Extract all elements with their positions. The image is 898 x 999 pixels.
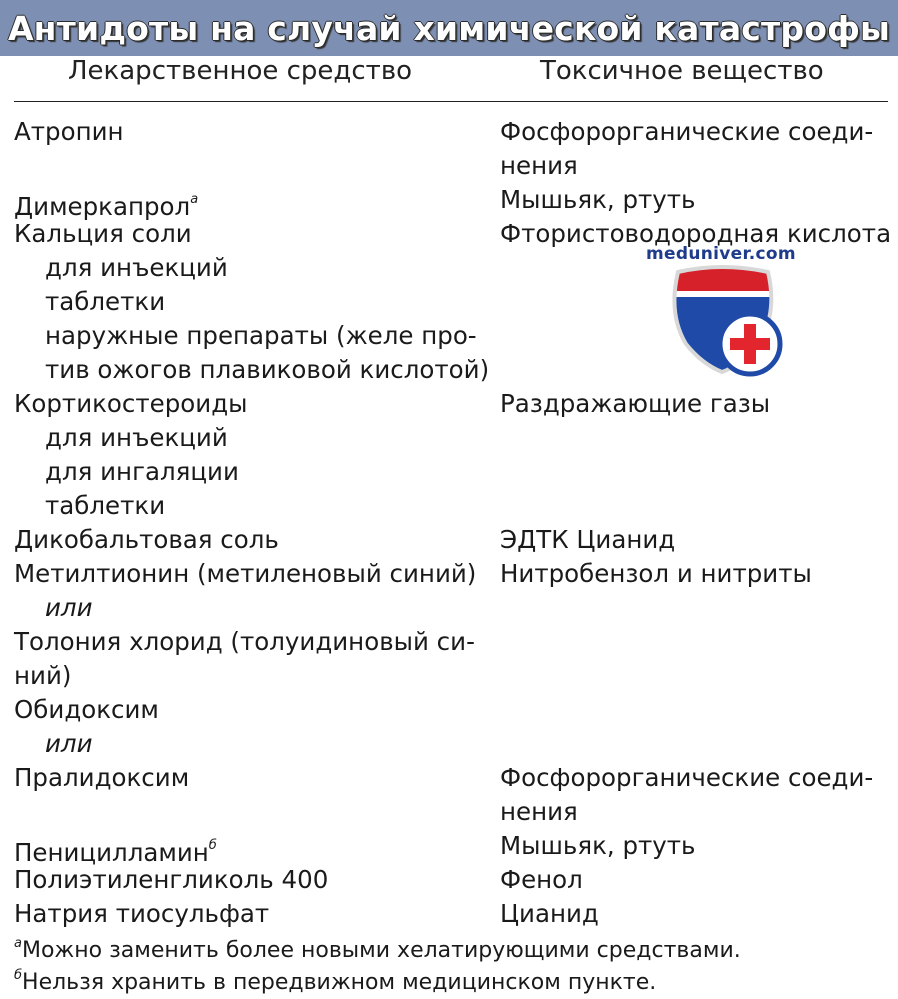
or-separator [45, 727, 93, 761]
footnote [14, 960, 656, 999]
drug-name: Полиэтиленгликоль 400 [14, 865, 329, 894]
toxin-name: Мышьяк, ртуть [500, 831, 696, 860]
drug-form: для инъекций [45, 253, 228, 282]
toxin-name: Фосфорорганические соеди- [500, 117, 874, 146]
watermark-text: meduniver.com [646, 244, 796, 264]
drug-form: тив ожогов плавиковой кислотой) [45, 355, 490, 384]
toxin-name: нения [500, 151, 578, 180]
footnote-mark: б [14, 968, 23, 983]
title-bar [0, 0, 898, 56]
toxin-name: Мышьяк, ртуть [500, 185, 696, 214]
or-text: или [45, 593, 93, 622]
page-title: Антидоты на случай химической катастрофы [7, 8, 891, 48]
drug-name: Пралидоксим [14, 763, 190, 792]
toxin-name: нения [500, 797, 578, 826]
drug-form: наружные препараты (желе про- [45, 321, 477, 350]
drug-name: ний) [14, 661, 72, 690]
drug-form: таблетки [45, 491, 166, 520]
footnote-mark: а [14, 936, 22, 951]
toxin-name: Раздражающие газы [500, 389, 771, 418]
drug-name: Димеркапрол [14, 192, 191, 221]
or-text: или [45, 729, 93, 758]
drug-name: Кортикостероиды [14, 389, 248, 418]
drug-name-row [14, 183, 199, 221]
header-divider [14, 101, 888, 102]
toxin-name: Фенол [500, 865, 583, 894]
toxin-name: Цианид [500, 899, 599, 928]
footnote-mark: а [190, 192, 199, 207]
or-separator [45, 591, 93, 625]
drug-name: Дикобальтовая соль [14, 525, 279, 554]
drug-name: Толония хлорид (толуидиновый си- [14, 627, 475, 656]
toxin-name: Нитробензол и нитриты [500, 559, 812, 588]
drug-name: Кальция соли [14, 219, 192, 248]
drug-form: таблетки [45, 287, 166, 316]
watermark-logo [640, 244, 810, 384]
toxin-name: Фосфорорганические соеди- [500, 763, 874, 792]
toxin-name: Фтористоводородная кислота [500, 219, 892, 248]
drug-name: Метилтионин (метиленовый синий) [14, 559, 477, 588]
shield-icon [640, 244, 810, 384]
column-header-toxin: Токсичное вещество [540, 56, 824, 86]
drug-form: для ингаляции [45, 457, 239, 486]
drug-form: для инъекций [45, 423, 228, 452]
toxin-name: ЭДТК Цианид [500, 525, 676, 554]
drug-name: Натрия тиосульфат [14, 899, 270, 928]
footnote-text: Нельзя хранить в передвижном медицинском пункте. [22, 970, 657, 995]
drug-name: Обидоксим [14, 695, 159, 724]
drug-name: Атропин [14, 117, 124, 146]
drug-name-row [14, 829, 217, 867]
column-header-drug: Лекарственное средство [68, 56, 413, 86]
footnote-mark: б [208, 838, 217, 853]
footnote-text: Можно заменить более новыми хелатирующими средствами. [21, 938, 741, 963]
drug-name: Пеницилламин [14, 838, 209, 867]
